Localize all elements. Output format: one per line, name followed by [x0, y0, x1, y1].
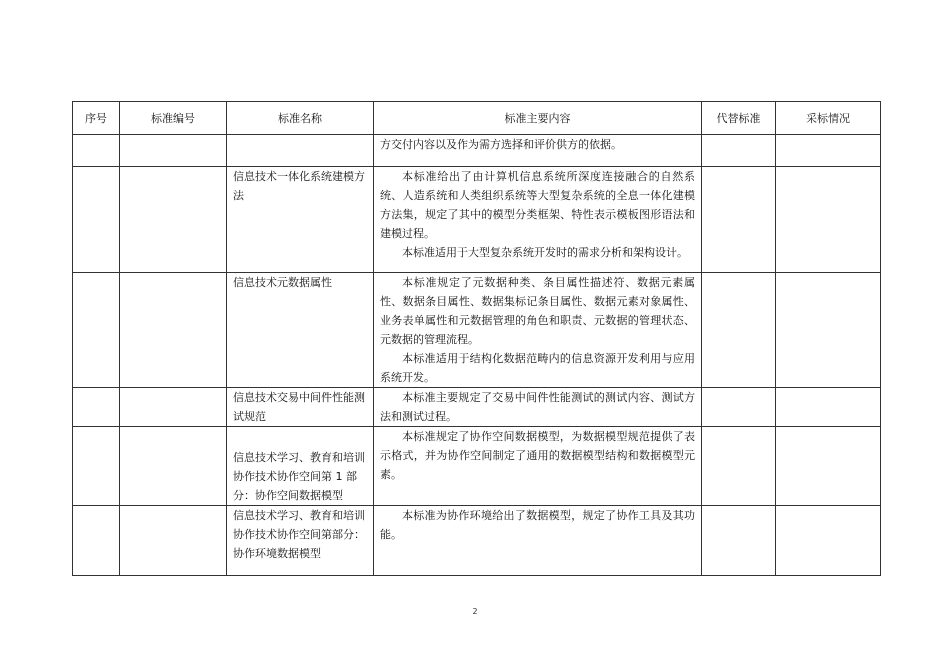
- header-serial-number: 序号: [73, 102, 120, 135]
- cell-standard-code: [120, 167, 227, 273]
- cell-standard-code: [120, 506, 227, 576]
- cell-serial-number: [73, 273, 120, 388]
- content-paragraph: 本标准主要规定了交易中间件性能测试的测试内容、测试方法和测试过程。: [380, 391, 695, 423]
- header-standard-code: 标准编号: [120, 102, 227, 135]
- cell-standard-code: [120, 135, 227, 167]
- cell-standard-name: 信息技术学习、教育和培训协作技术协作空间第部分：协作环境数据模型: [227, 506, 374, 576]
- cell-main-content: [374, 388, 702, 427]
- page-number: 2: [472, 607, 478, 616]
- cell-main-content: [374, 506, 702, 576]
- content-paragraph: 方交付内容以及作为需方选择和评价供方的依据。: [380, 138, 622, 151]
- cell-adoption-status: [776, 506, 881, 576]
- content-paragraph: 本标准为协作环境给出了数据模型，规定了协作工具及其功能。: [380, 509, 695, 541]
- cell-standard-name: [227, 135, 374, 167]
- table-row: [73, 135, 881, 167]
- header-adoption-status: 采标情况: [776, 102, 881, 135]
- content-paragraph: 本标准适用于结构化数据范畴内的信息资源开发利用与应用系统开发。: [380, 352, 695, 384]
- table-header-row: [73, 102, 881, 135]
- cell-replaces-standard: [702, 506, 776, 576]
- cell-serial-number: [73, 388, 120, 427]
- cell-adoption-status: [776, 135, 881, 167]
- table-row: [73, 427, 881, 506]
- cell-standard-code: [120, 273, 227, 388]
- header-replaces-standard: 代替标准: [702, 102, 776, 135]
- table-row: [73, 388, 881, 427]
- table-row: [73, 506, 881, 576]
- cell-serial-number: [73, 135, 120, 167]
- cell-replaces-standard: [702, 427, 776, 506]
- cell-serial-number: [73, 167, 120, 273]
- content-paragraph: 本标准规定了元数据种类、条目属性描述符、数据元素属性、数据条目属性、数据集标记条目属性、数据元素对象属性、业务表单属性和元数据管理的角色和职责、元数据的管理状态、元数据的管理流程。: [380, 276, 695, 346]
- cell-standard-code: [120, 388, 227, 427]
- cell-adoption-status: [776, 273, 881, 388]
- cell-standard-name: 信息技术交易中间件性能测试规范: [227, 388, 374, 427]
- table-row: [73, 167, 881, 273]
- table-row: [73, 273, 881, 388]
- content-paragraph: 本标准规定了协作空间数据模型，为数据模型规范提供了表示格式，并为协作空间制定了通用的数据模型结构和数据模型元素。: [380, 430, 695, 481]
- content-paragraph: 本标准适用于大型复杂系统开发时的需求分析和架构设计。: [402, 246, 688, 259]
- cell-serial-number: [73, 427, 120, 506]
- standards-table: [72, 101, 881, 576]
- header-main-content: 标准主要内容: [374, 102, 702, 135]
- cell-adoption-status: [776, 167, 881, 273]
- header-standard-name: 标准名称: [227, 102, 374, 135]
- cell-serial-number: [73, 506, 120, 576]
- content-paragraph: 本标准给出了由计算机信息系统所深度连接融合的自然系统、人造系统和人类组织系统等大型复杂系统的全息一体化建模方法集，规定了其中的模型分类框架、特性表示模板图形语法和建模过程。: [380, 170, 695, 240]
- cell-main-content: [374, 135, 702, 167]
- cell-replaces-standard: [702, 135, 776, 167]
- cell-adoption-status: [776, 427, 881, 506]
- cell-standard-name: 信息技术元数据属性: [227, 273, 374, 388]
- cell-main-content: [374, 167, 702, 273]
- cell-standard-code: [120, 427, 227, 506]
- cell-replaces-standard: [702, 273, 776, 388]
- cell-replaces-standard: [702, 167, 776, 273]
- cell-adoption-status: [776, 388, 881, 427]
- cell-main-content: [374, 273, 702, 388]
- cell-standard-name: 信息技术一体化系统建模方法: [227, 167, 374, 273]
- cell-main-content: [374, 427, 702, 506]
- cell-standard-name: 信息技术学习、教育和培训协作技术协作空间第 1 部分：协作空间数据模型: [227, 427, 374, 506]
- cell-replaces-standard: [702, 388, 776, 427]
